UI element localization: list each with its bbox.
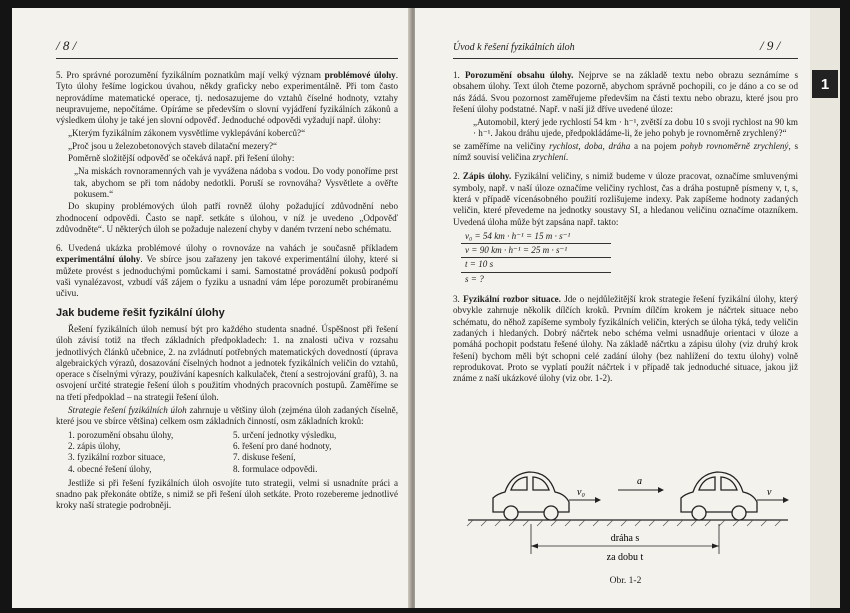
step-3-term: Fyzikální rozbor situace. — [463, 294, 561, 305]
p6-intro: 6. Uvedená ukázka problémové úlohy o rovnováze na vahách je současně příkladem — [56, 243, 398, 254]
distance-label: dráha s — [610, 533, 640, 544]
right-page — [415, 8, 810, 608]
question-2: „Proč jsou u železobetonových staveb dilatační mezery?“ — [68, 140, 278, 151]
left-column — [56, 70, 398, 514]
step-item: 4. obecné řešení úlohy, — [68, 463, 152, 474]
formula-line: t = 10 s — [461, 258, 611, 272]
step-item: 6. řešení pro dané hodnoty, — [233, 440, 332, 451]
time-label: za dobu t — [606, 552, 644, 563]
figure-caption: Obr. 1-2 — [609, 576, 642, 586]
step-2-number: 2. — [453, 171, 463, 182]
p5-text: . Tyto úlohy řešíme logickou úvahou, někdy graficky nebo experimentálně. Při tom často neprovádíme matematické operace, tj. nedosazujeme do vztahů číselné hodnoty, vztahy neupravujeme, nepočítáme. Opíráme se především o slovní vyjádření fyzikálních zákonů a výsledkem úlohy je také jen slovní odpověď. Jednoduché odpovědi vyžadují např. úlohy: — [56, 70, 399, 126]
after-c: , s nímž souvisí veličina — [453, 140, 798, 163]
steps-right-column — [233, 430, 336, 475]
strategy-paragraph-1: Řešení fyzikálních úloh nemusí být pro každého studenta snadné. Úspěšnost při řešení úloh závisí totiž na třech základních předpokladech: 1. na znalosti učiva v rozsahu jednotlivých článků učebnice, 2. na zvládnutí potřebných matematických dovedností (úprava algebraických výrazů, dosazování číselných hodnot a jednotek fyzikálních veličin do vztahů, operace s číselnými výrazy, používání kapesních kalkulaček, čtení a sestrojování grafů), 3. na osvojení určité strategie řešení úloh s použitím vhodných pracovních postupů. Zaměříme se na třetí předpoklad – na strategii řešení úloh. — [56, 323, 398, 402]
car-start-icon — [493, 472, 569, 520]
step-2-term: Zápis úlohy. — [462, 171, 512, 182]
right-page-number: / 9 / — [760, 38, 781, 53]
p5-term: problémové úlohy — [324, 70, 396, 80]
paragraph-5 — [56, 70, 398, 126]
right-header-rule — [453, 58, 798, 59]
step-3-text: Jde o nejdůležitější krok strategie řešení fyzikální úlohy, který obvykle zahrnuje několik dílčích kroků. Prvním dílčím krokem je náčrtek situace nebo schématu, do něhož zapíšeme symboly fyzikálních veličin, kterých se úloha týká, tedy veličin zadaných i hledaných. Dobrý náčrtek nebo schéma velmi usnadňuje orientaci v úloze a pomáhá pochopit podstatu řešené úlohy. Na základě náčrtku a zápisu úlohy (viz druhý krok řešení) bychom měli být schopni celé zadání úlohy (bez nahlížení do textu úlohy) volně reprodukovat. Proto se vyplatí použít náčrtek i v případě tak jednoduché situace, jakou již známe z naší ukázkové úlohy (viz obr. 1-2). — [453, 294, 799, 384]
step-3-number: 3. — [453, 294, 464, 305]
step-3-paragraph — [453, 294, 798, 384]
step-1-number: 1. — [453, 70, 465, 80]
steps-left-column — [68, 430, 233, 475]
strategy-paragraph-2 — [56, 405, 398, 428]
task-notation — [461, 230, 611, 286]
formula-line: v₀ = 54 km · h⁻¹ = 15 m · s⁻¹ — [461, 230, 611, 244]
page-edge — [810, 8, 840, 608]
chapter-tab: 1 — [812, 70, 838, 98]
p5-more: Poměrně složitější odpověď se očekává např. při řešení úlohy: — [68, 153, 295, 164]
question-1: „Kterým fyzikálním zákonem vysvětlíme vyklepávání koberců?“ — [68, 128, 306, 139]
strategy-text: zahrnuje u většiny úloh (zejména úloh zadaných číselně, které jsou ve sbírce většina) celkem osm základních činností, osm základních kroků: — [56, 405, 398, 427]
ground-hatching — [467, 520, 781, 526]
p5-last: Do skupiny problémových úloh patří rovněž úlohy požadující zdůvodnění nebo zhodnocení odpovědi. Často se např. setkáte s úlohou, v níž je uvedeno „Odpověď zdůvodněte“. U některých úloh se požaduje nalezení chyby v daném tvrzení nebo schématu. — [56, 201, 398, 234]
v0-label: v₀ — [577, 487, 585, 498]
left-header-rule — [56, 58, 398, 59]
strategy-em: Strategie řešení fyzikálních úloh — [68, 405, 187, 416]
figure-1-2 — [453, 458, 798, 608]
step-item: 5. určení jednotky výsledku, — [233, 429, 337, 440]
right-header-title: Úvod k řešení fyzikálních úloh — [453, 42, 575, 53]
step-2-text: Fyzikální veličiny, s nimiž budeme v úloze pracovat, označíme smluvenými symboly, např. v naší úloze označíme veličiny rychlost, čas a dráha postupně písmeny v, t, s, která v případě vícenásobného použití rozlišujeme indexy. Pak zapíšeme hodnoty zadaných veličin, které převedeme na jednotky soustavy SI, a hledanou veličinu označíme otazníkem. Uvedená úloha může být zapsána např. takto: — [453, 171, 799, 227]
step-item: 3. fyzikální rozbor situace, — [68, 452, 166, 463]
v-label: v — [767, 487, 772, 498]
after-em1: rychlost, doba, dráha — [549, 140, 631, 151]
step-item: 8. formulace odpovědi. — [233, 463, 318, 474]
after-d: . — [565, 152, 569, 163]
step-item: 1. porozumění obsahu úlohy, — [68, 429, 174, 440]
step-item: 7. diskuse řešení, — [233, 452, 296, 463]
question-3: „Na miskách rovnoramenných vah je vyvážena nádoba s vodou. Do vody ponoříme prst tak, abychom se při tom nádoby nedotkli. Poruší se rovnováha? Vysvětlete a ověřte pokusem.“ — [74, 166, 398, 199]
left-page-number: / 8 / — [56, 38, 77, 53]
after-a: se zaměříme na veličiny — [453, 140, 550, 151]
section-title: Jak budeme řešit fyzikální úlohy — [56, 306, 225, 319]
p6-text: . Ve sbírce jsou zařazeny jen takové experimentální úlohy, které si můžete provést s jednoduchými pomůckami i sami. Samostatné provádění pokusů podpoří vaši vynalézavost, vzbudí váš zájem o fyziku a usnadní vám lépe porozumět probíranému učivu. — [56, 254, 398, 299]
strategy-paragraph-3: Jestliže si při řešení fyzikálních úloh osvojíte tuto strategii, velmi si usnadníte práci a snadno pak překonáte obtíže, s nimiž se při řešení úloh setkáte. Proto rozebereme jednotlivé kroky naší strategie podrobněji. — [56, 477, 398, 511]
a-label: a — [637, 476, 642, 487]
after-b: a na pojem — [630, 140, 681, 151]
formula-line: v = 90 km · h⁻¹ = 25 m · s⁻¹ — [461, 244, 611, 258]
steps-list — [68, 430, 398, 475]
car-end-icon — [681, 472, 757, 520]
p5-intro: 5. Pro správné porozumění fyzikálním poznatkům mají velký význam — [56, 70, 325, 80]
paragraph-6 — [56, 243, 398, 299]
car-task-quote: „Automobil, který jede rychlostí 54 km · h⁻¹, zvětší za dobu 10 s svoji rychlost na 90 km · h⁻¹. Jakou dráhu ujede, předpokládáme-li, že jeho pohyb je rovnoměrně zrychlený?“ — [473, 117, 798, 139]
p6-term: experimentální úlohy — [56, 254, 141, 265]
step-1-after — [453, 141, 798, 164]
formula-line: s = ? — [465, 273, 484, 284]
right-column — [453, 70, 798, 386]
left-page — [12, 8, 412, 608]
after-em2: pohyb rovnoměrně zrychlený — [680, 140, 789, 151]
step-1-text: Nejprve se na základě textu nebo obrazu seznámíme s obsahem úlohy. Text úloh čteme pozorně, abychom správně pochopili, co je dáno a co se od nás žádá. Svou pozornost zaměřujeme především na části textu nebo obrazu, které jsou pro řešení úlohy podstatné. Např. v naší již dříve uvedené úloze: — [453, 70, 799, 114]
after-em3: zrychlení — [532, 152, 566, 163]
step-1-term: Porozumění obsahu úlohy. — [464, 70, 574, 80]
step-1-paragraph — [453, 70, 798, 115]
step-item: 2. zápis úlohy, — [68, 440, 121, 451]
step-2-paragraph — [453, 171, 798, 227]
car-sketch — [453, 458, 798, 573]
